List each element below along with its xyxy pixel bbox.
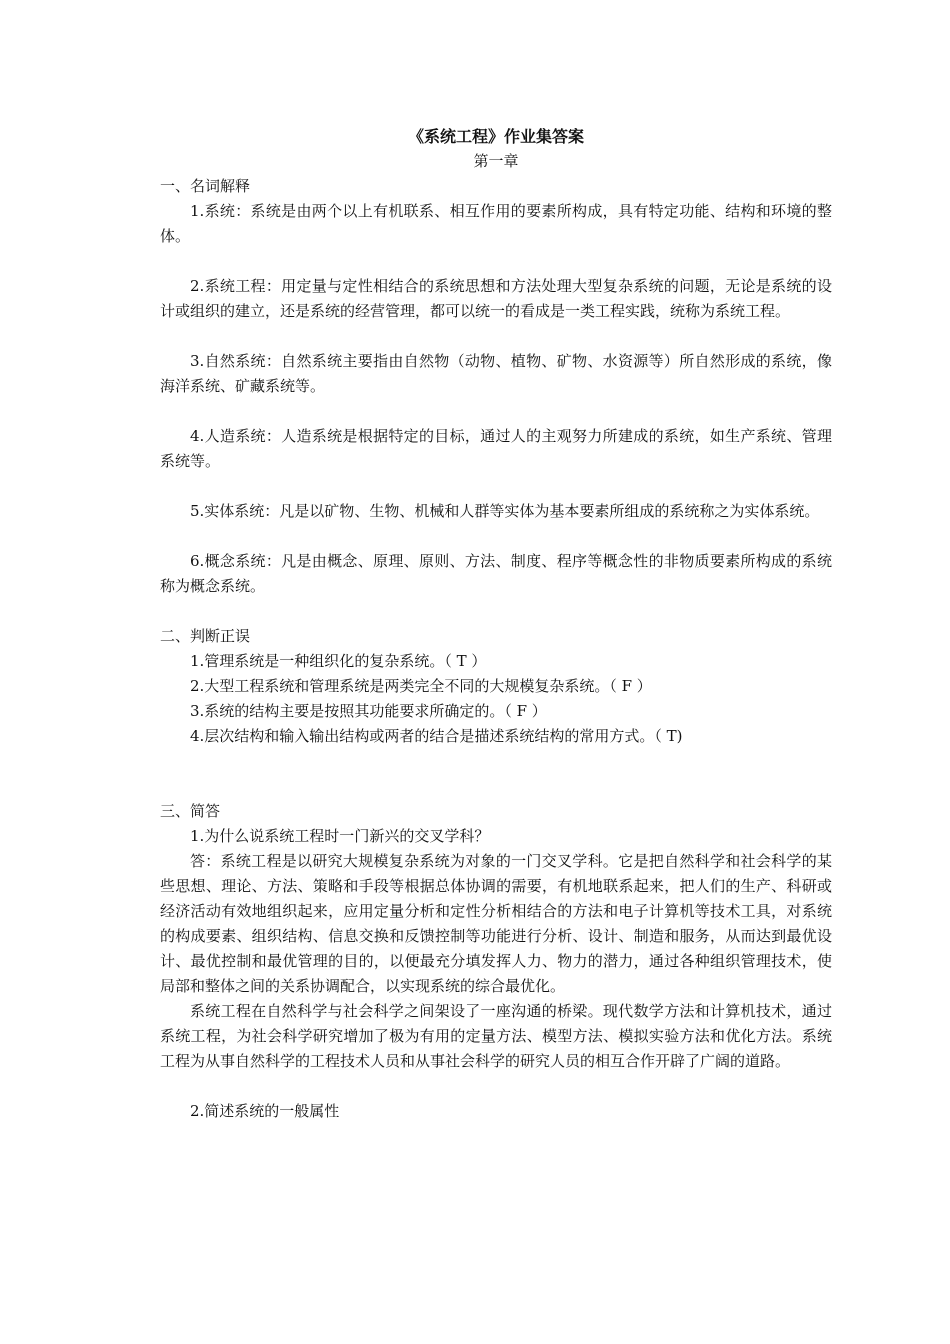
question-2: 2.简述系统的一般属性 bbox=[190, 1102, 340, 1120]
spacer bbox=[160, 524, 832, 549]
definition-system: 1.系统：系统是由两个以上有机联系、相互作用的要素所构成，具有特定功能、结构和环境的整体。 bbox=[160, 202, 832, 245]
spacer bbox=[160, 474, 832, 499]
definition-conceptual-system: 6.概念系统：凡是由概念、原理、原则、方法、制度、程序等概念性的非物质要素所构成的系统称为概念系统。 bbox=[160, 552, 832, 595]
answer-1-paragraph-1: 答：系统工程是以研究大规模复杂系统为对象的一门交叉学科。它是把自然科学和社会科学的某些思想、理论、方法、策略和手段等根据总体协调的需要，有机地联系起来，把人们的生产、科研或经济活动有效地组织起来，应用定量分析和定性分析相结合的方法和电子计算机等技术工具，对系统的构成要素、组织结构、信息交换和反馈控制等功能进行分析、设计、制造和服务，从而达到最优设计、最优控制和最优管理的目的，以便最充分填发挥人力、物力的潜力，通过各种组织管理技术，使局部和整体之间的关系协调配合，以实现系统的综合最优化。 bbox=[160, 852, 832, 995]
spacer bbox=[160, 1074, 832, 1099]
definition-physical-system: 5.实体系统：凡是以矿物、生物、机械和人群等实体为基本要素所组成的系统称之为实体系统。 bbox=[190, 502, 820, 520]
document-title: 《系统工程》作业集答案 bbox=[407, 127, 584, 146]
definition-artificial-system: 4.人造系统：人造系统是根据特定的目标，通过人的主观努力所建成的系统，如生产系统、管理系统等。 bbox=[160, 427, 832, 470]
definition-systems-engineering: 2.系统工程：用定量与定性相结合的系统思想和方法处理大型复杂系统的问题，无论是系统的设计或组织的建立，还是系统的经营管理，都可以统一的看成是一类工程实践，统称为系统工程。 bbox=[160, 277, 832, 320]
section-heading-definitions: 一、名词解释 bbox=[160, 177, 251, 195]
true-false-item: 3.系统的结构主要是按照其功能要求所确定的。（ F ） bbox=[190, 702, 547, 720]
spacer bbox=[160, 249, 832, 274]
chapter-heading: 第一章 bbox=[473, 152, 519, 170]
document-body bbox=[160, 124, 832, 1124]
section-heading-true-false: 二、判断正误 bbox=[160, 627, 251, 645]
true-false-item: 2.大型工程系统和管理系统是两类完全不同的大规模复杂系统。（ F ） bbox=[190, 677, 652, 695]
answer-1-paragraph-2: 系统工程在自然科学与社会科学之间架设了一座沟通的桥梁。现代数学方法和计算机技术，通过系统工程，为社会科学研究增加了极为有用的定量方法、模型方法、模拟实验方法和优化方法。系统工程为从事自然科学的工程技术人员和从事社会科学的研究人员的相互合作开辟了广阔的道路。 bbox=[160, 1002, 832, 1070]
spacer bbox=[160, 399, 832, 424]
true-false-item: 4.层次结构和输入输出结构或两者的结合是描述系统结构的常用方式。（ T) bbox=[190, 727, 683, 745]
true-false-item: 1.管理系统是一种组织化的复杂系统。（ T ） bbox=[190, 652, 487, 670]
spacer bbox=[160, 749, 832, 799]
spacer bbox=[160, 324, 832, 349]
section-heading-short-answer: 三、简答 bbox=[160, 802, 221, 820]
spacer bbox=[160, 599, 832, 624]
question-1: 1.为什么说系统工程时一门新兴的交叉学科？ bbox=[190, 827, 490, 845]
definition-natural-system: 3.自然系统：自然系统主要指由自然物（动物、植物、矿物、水资源等）所自然形成的系统，像海洋系统、矿藏系统等。 bbox=[160, 352, 832, 395]
